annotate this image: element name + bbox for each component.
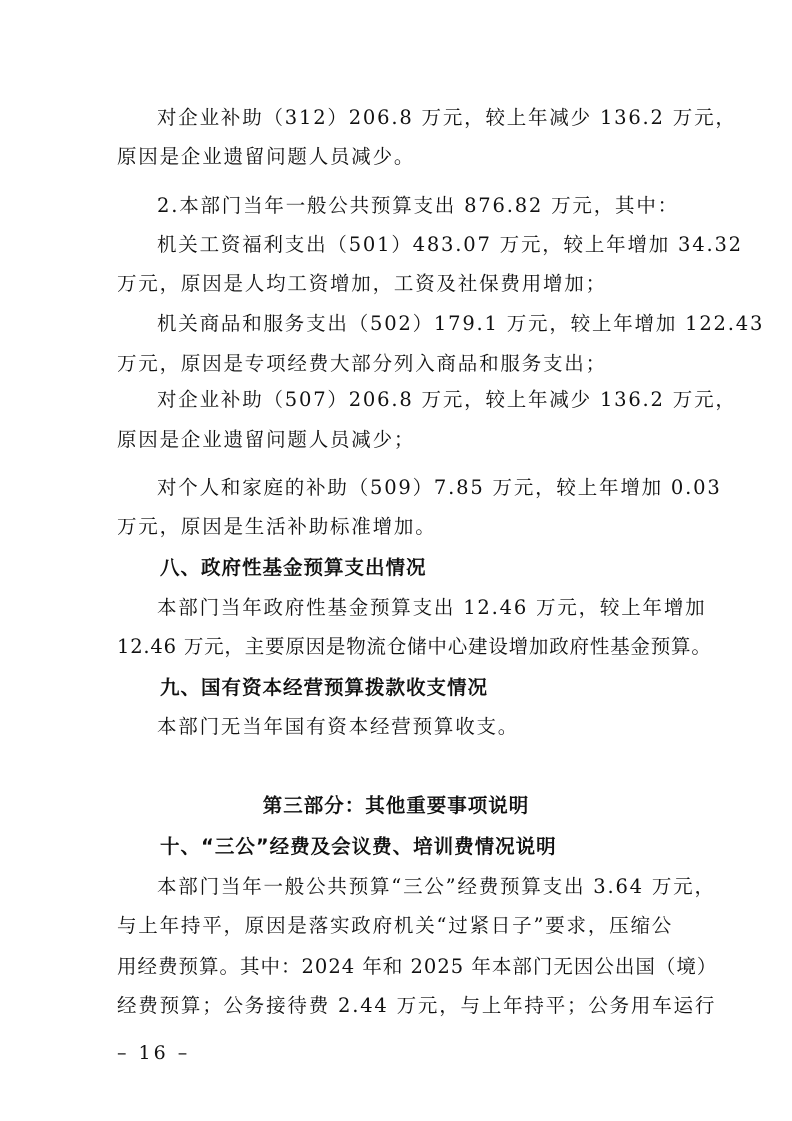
paragraph-line: 对企业补助（507）206.8 万元，较上年减少 136.2 万元， xyxy=(157,388,737,411)
section-heading: 九、国有资本经营预算拨款收支情况 xyxy=(160,676,489,699)
paragraph-line: 机关工资福利支出（501）483.07 万元，较上年增加 34.32 xyxy=(157,233,743,256)
paragraph-line: 原因是企业遗留问题人员减少。 xyxy=(117,145,416,168)
paragraph-line: 万元，原因是生活补助标准增加。 xyxy=(117,515,437,538)
paragraph-line: 用经费预算。其中：2024 年和 2025 年本部门无因公出国（境） xyxy=(117,955,718,978)
paragraph-line: 经费预算；公务接待费 2.44 万元，与上年持平；公务用车运行 xyxy=(117,994,717,1017)
paragraph-line: 万元，原因是专项经费大部分列入商品和服务支出； xyxy=(117,352,607,375)
paragraph-line: 对个人和家庭的补助（509）7.85 万元，较上年增加 0.03 xyxy=(157,476,722,499)
paragraph-line: 与上年持平，原因是落实政府机关“过紧日子”要求，压缩公 xyxy=(117,914,674,937)
paragraph-line: 机关商品和服务支出（502）179.1 万元，较上年增加 122.43 xyxy=(157,312,765,335)
paragraph-line: 本部门当年政府性基金预算支出 12.46 万元，较上年增加 xyxy=(157,596,707,619)
section-heading: 十、“三公”经费及会议费、培训费情况说明 xyxy=(160,835,557,858)
page-number: – 16 – xyxy=(117,1042,191,1064)
paragraph-line: 本部门当年一般公共预算“三公”经费预算支出 3.64 万元， xyxy=(157,875,716,898)
paragraph-line: 12.46 万元，主要原因是物流仓储中心建设增加政府性基金预算。 xyxy=(117,635,712,658)
paragraph-line: 万元，原因是人均工资增加，工资及社保费用增加； xyxy=(117,272,607,295)
paragraph-line: 2.本部门当年一般公共预算支出 876.82 万元，其中： xyxy=(157,194,679,217)
section-heading: 八、政府性基金预算支出情况 xyxy=(160,556,427,579)
paragraph-line: 对企业补助（312）206.8 万元，较上年减少 136.2 万元， xyxy=(157,106,737,129)
paragraph-line: 本部门无当年国有资本经营预算收支。 xyxy=(157,715,520,738)
part-title: 第三部分：其他重要事项说明 xyxy=(262,794,530,817)
paragraph-line: 原因是企业遗留问题人员减少； xyxy=(117,428,416,451)
